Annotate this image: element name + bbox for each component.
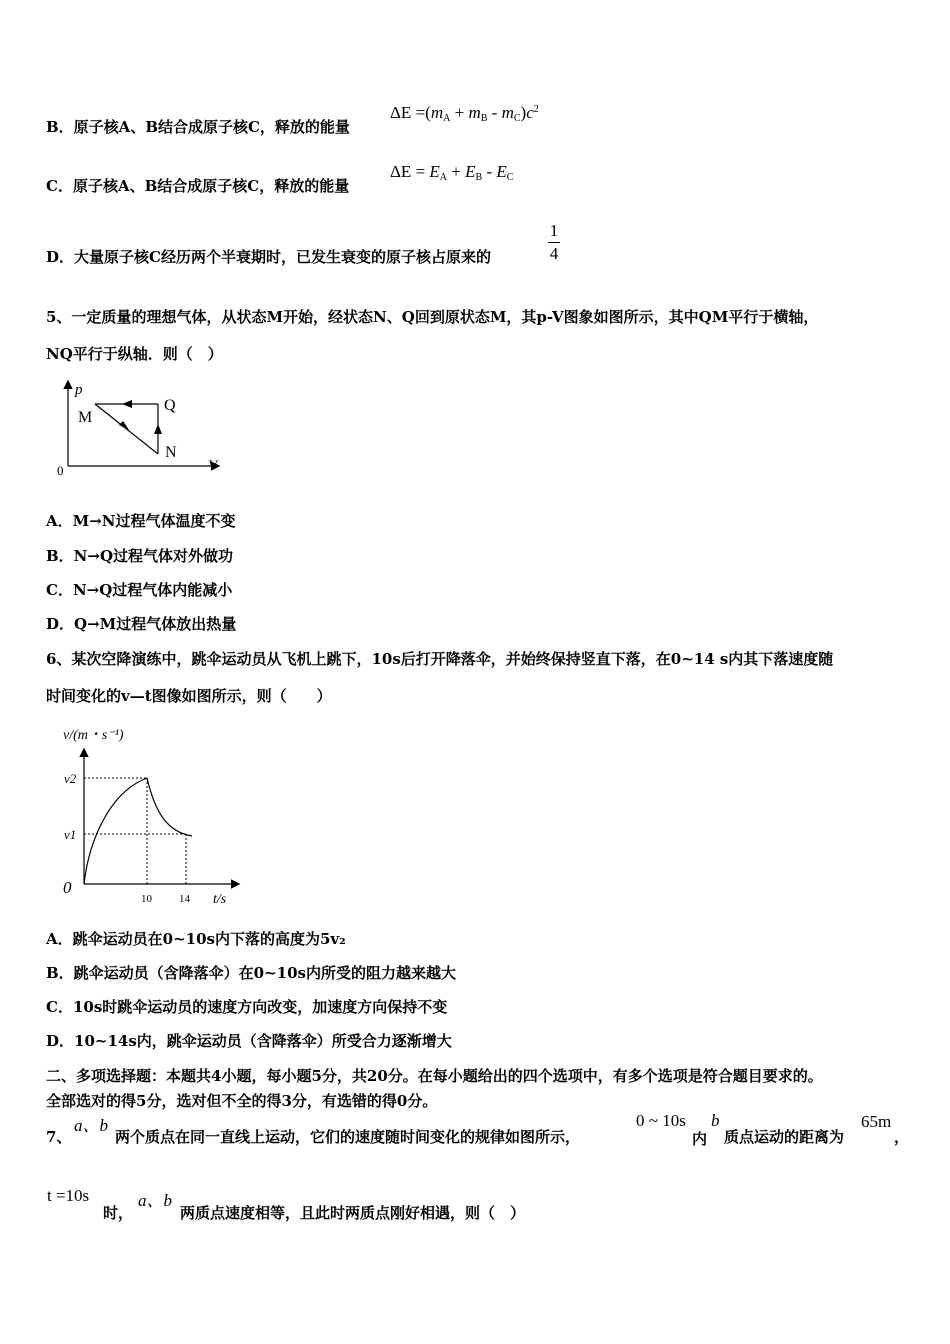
q4-option-d-text: D．大量原子核C经历两个半衰期时，已发生衰变的原子核占原来的 <box>46 248 491 266</box>
arrow-qm <box>122 400 132 408</box>
p-axis-label: p <box>75 382 83 398</box>
q5-stem-line2: NQ平行于纵轴．则（ ） <box>46 345 223 363</box>
q7-time-value: t =10s <box>47 1186 90 1205</box>
q5-option-d: D．Q→M过程气体放出热量 <box>46 615 237 633</box>
q5-stem-line1: 5、一定质量的理想气体，从状态M开始，经状态N、Q回到原状态M，其p-V图象如图所示，其中QM平行于横轴， <box>46 308 819 326</box>
q6-origin-label: 0 <box>63 878 72 897</box>
q7-distance: 65m <box>861 1112 892 1131</box>
q7-nei: 内 <box>692 1130 708 1148</box>
point-n-label: N <box>165 444 177 461</box>
q4-option-c-text: C．原子核A、B结合成原子核C，释放的能量 <box>46 177 350 195</box>
curve-0-10s <box>84 778 147 884</box>
q6-option-b: B．跳伞运动员（含降落伞）在0~10s内所受的阻力越来越大 <box>46 964 457 982</box>
q7-time-range: 0 ~ 10s <box>636 1111 686 1130</box>
q4-option-c-formula: $\Delta E = E_A + E_B - E_C$ <box>390 162 514 183</box>
q5-option-c: C．N→Q过程气体内能减小 <box>46 581 233 599</box>
q5-pv-graph <box>50 372 230 480</box>
q7-comma: ， <box>894 1128 910 1146</box>
point-m-label: M <box>78 409 93 426</box>
q7-ab-symbols: a、b <box>74 1116 108 1135</box>
q4-option-b-text: B．原子核A、B结合成原子核C，释放的能量 <box>46 118 350 136</box>
v-axis-label: V <box>208 458 218 474</box>
q6-option-c: C．10s时跳伞运动员的速度方向改变，加速度方向保持不变 <box>46 998 448 1016</box>
q6-option-d: D．10~14s内，跳伞运动员（含降落伞）所受合力逐渐增大 <box>46 1032 452 1050</box>
q7-b-symbol: b <box>711 1111 720 1130</box>
q4-option-c <box>46 175 349 196</box>
point-q-label: Q <box>164 397 176 414</box>
arrow-mn <box>119 421 129 430</box>
q7-ab-symbols-2: a、b <box>138 1191 172 1210</box>
section2-instruction-line2: 全部选对的得5分，选对但不全的得3分，有选错的得0分。 <box>46 1092 438 1110</box>
q4-option-b <box>46 116 350 137</box>
section2-instruction-line1: 二、多项选择题：本题共4小题，每小题5分，共20分。在每小题给出的四个选项中，有多个选项是符合题目要求的。 <box>46 1067 823 1085</box>
t-axis-label: t/s <box>213 892 227 907</box>
q6-stem-line1: 6、某次空降演练中，跳伞运动员从飞机上跳下，10s后打开降落伞，并始终保持竖直下落，在0~14 s内其下落速度随 <box>46 650 834 668</box>
q7-text2: 质点运动的距离为 <box>724 1128 845 1146</box>
q4-option-b-formula: $\Delta E =(m_A + m_B - m_C)c^2$ <box>390 103 539 124</box>
segment-mn <box>95 404 158 454</box>
q6-stem-line2: 时间变化的v—t图像如图所示，则（ ） <box>46 687 332 705</box>
v1-label: v1 <box>64 827 77 842</box>
q4-option-d <box>46 246 491 267</box>
t14-label: 14 <box>179 893 190 905</box>
t10-label: 10 <box>141 893 152 905</box>
curve-10-14s <box>147 778 192 836</box>
q7-text1: 两个质点在同一直线上运动，它们的速度随时间变化的规律如图所示， <box>115 1128 581 1146</box>
q6-vt-graph <box>55 720 250 910</box>
q5-option-a: A．M→N过程气体温度不变 <box>46 512 236 530</box>
q4-fraction: 1 4 <box>549 221 559 263</box>
v2-label: v2 <box>64 771 77 786</box>
q6-option-a: A．跳伞运动员在0~10s内下落的高度为5v₂ <box>46 930 346 948</box>
q7-text3: 两质点速度相等，且此时两质点刚好相遇，则（ ） <box>180 1204 526 1222</box>
q5-origin-label: 0 <box>57 463 64 478</box>
q7-number: 7、 <box>46 1128 72 1146</box>
q7-shi: 时， <box>103 1204 134 1222</box>
v-axis-label: v/(m・s⁻¹) <box>63 728 124 743</box>
arrow-nq <box>154 424 162 434</box>
q5-option-b: B．N→Q过程气体对外做功 <box>46 547 234 565</box>
